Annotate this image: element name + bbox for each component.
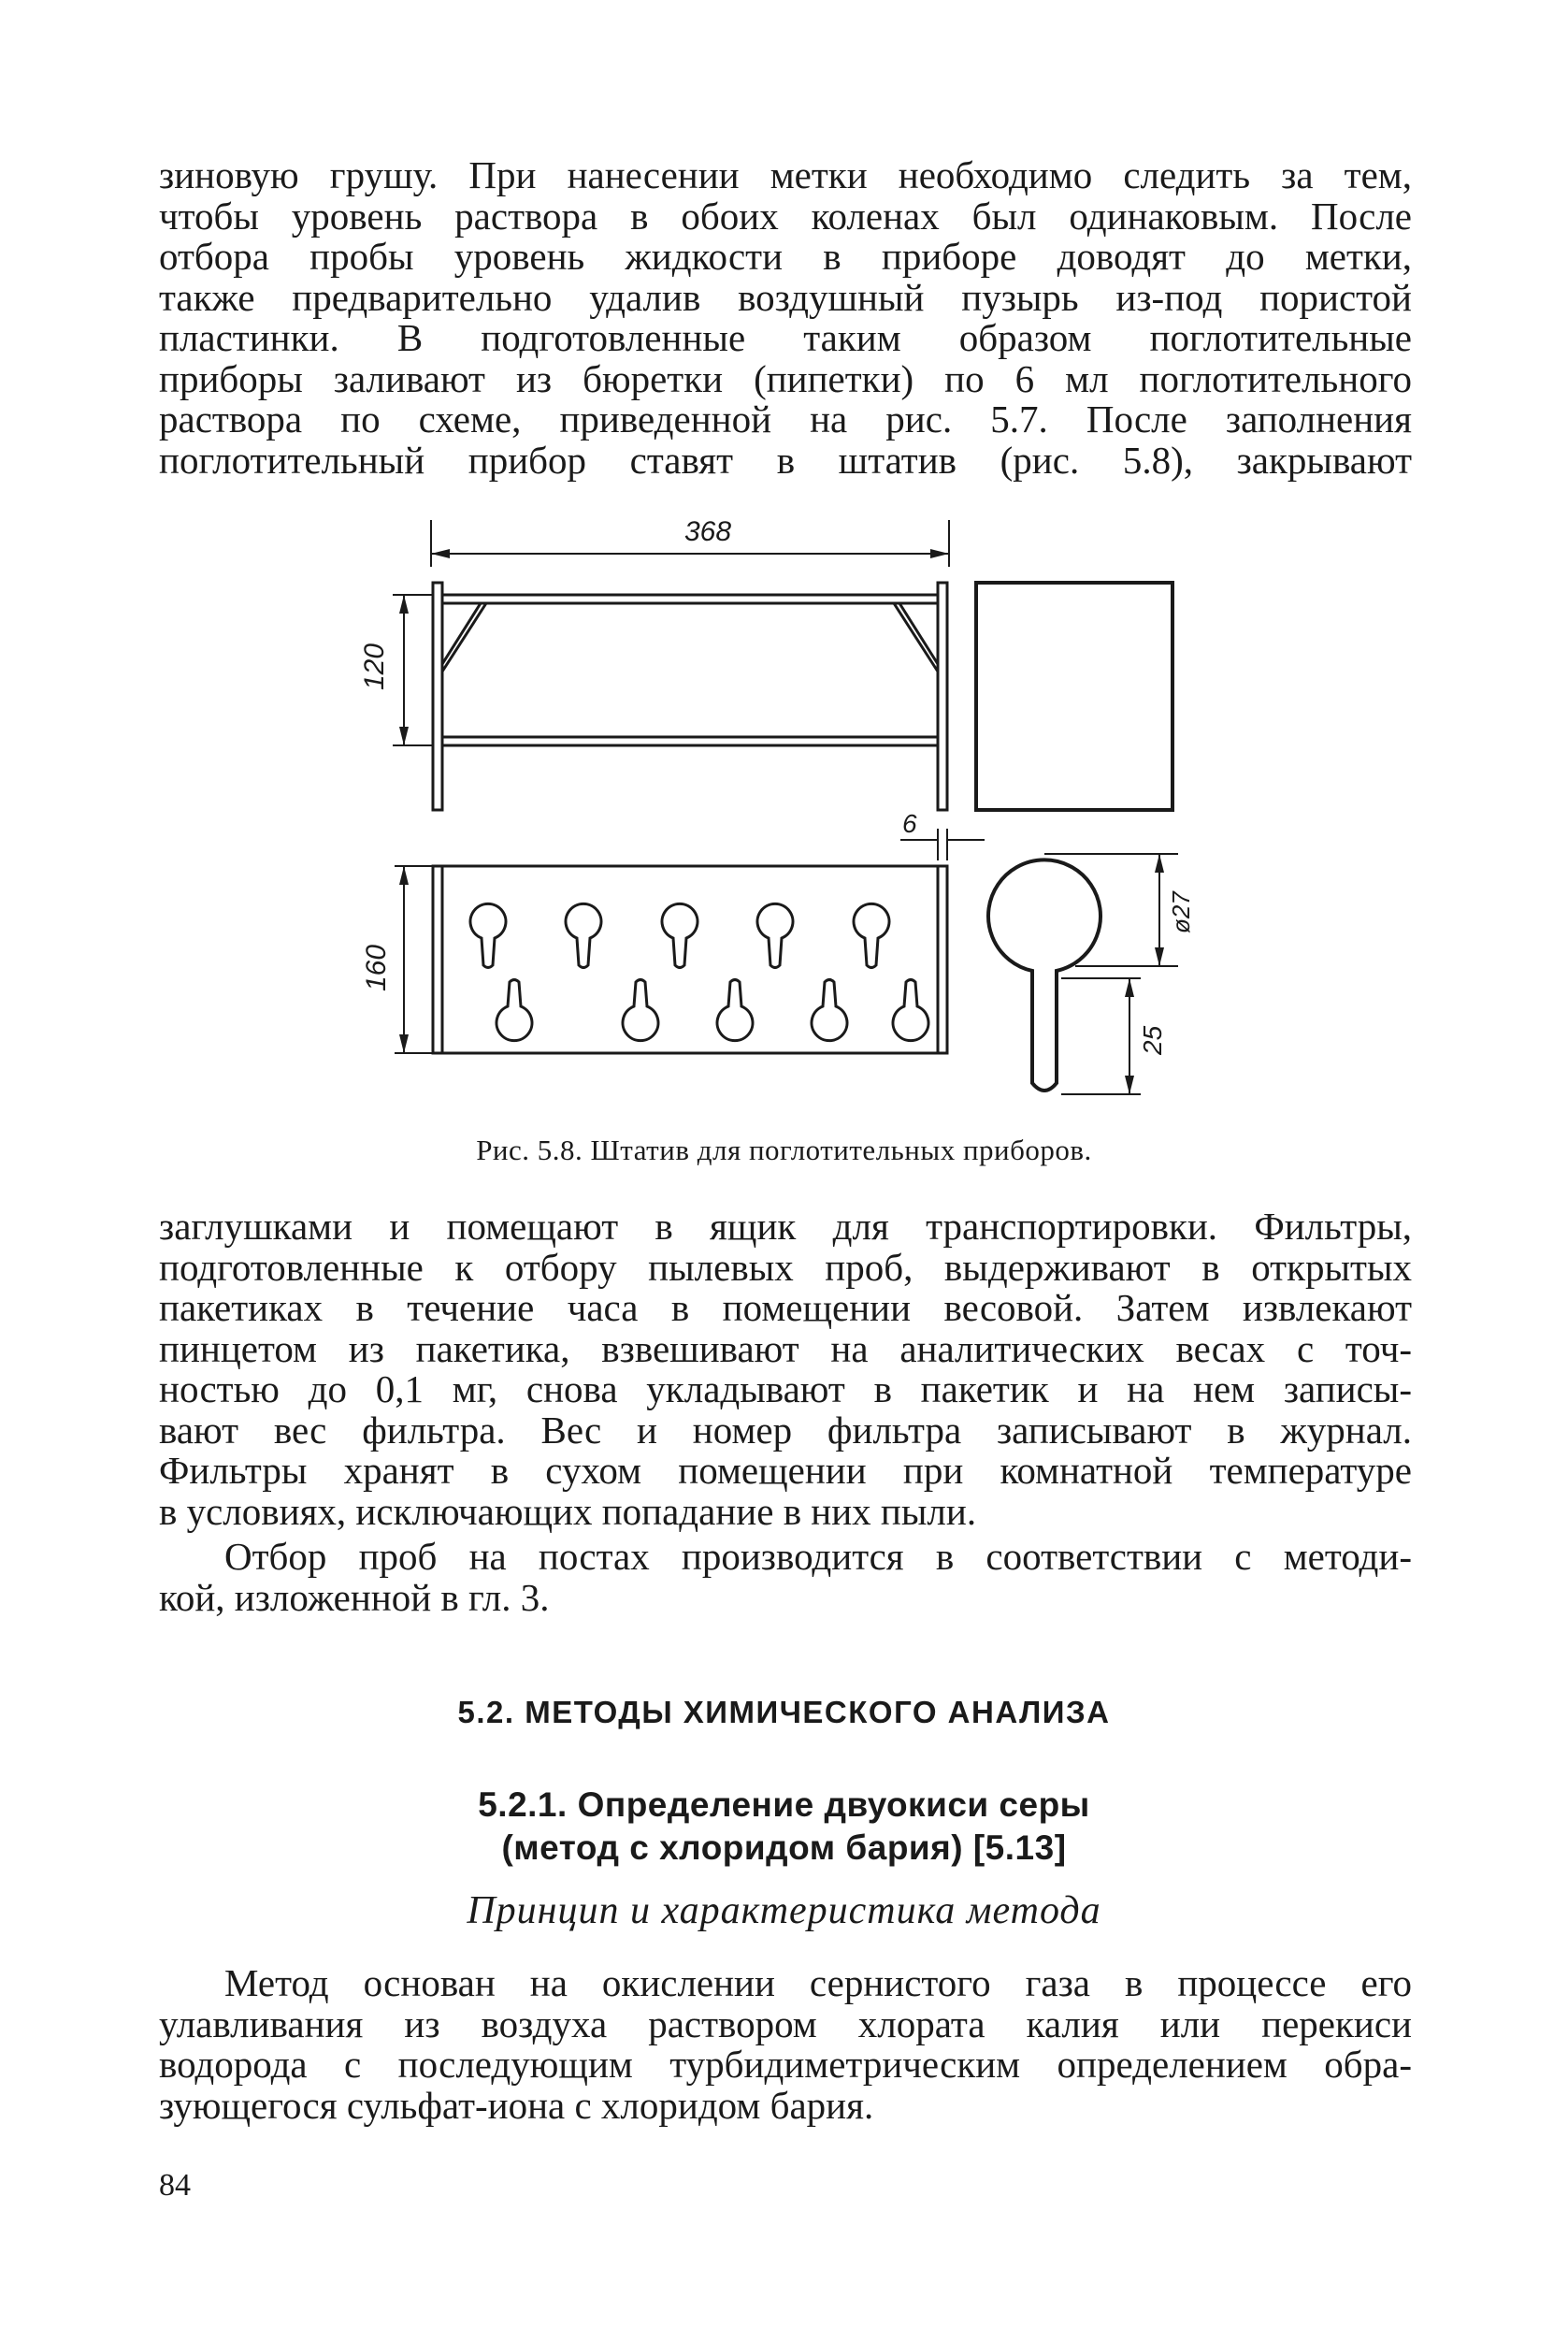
text-line: кой, изложенной в гл. 3. — [159, 1575, 550, 1619]
text-line: вают вес фильтра. Вес и номер фильтра записывают в журнал. — [159, 1408, 1412, 1452]
paragraph-after-figure — [159, 1207, 1412, 1532]
text-line: ностью до 0,1 мг, снова укладывают в пакетик и на нем записы- — [159, 1367, 1412, 1410]
text-line: Отбор проб на постах производится в соответствии с методи- — [224, 1535, 1412, 1578]
dimension-6-label: 6 — [902, 809, 917, 838]
subsection-title-line1: 5.2.1. Определение двуокиси серы — [478, 1785, 1090, 1824]
subsection-title-line2: (метод с хлоридом бария) [5.13] — [501, 1828, 1067, 1867]
text-line: водорода с последующим турбидиметрическим определением обра- — [159, 2043, 1412, 2086]
text-line: пакетиках в течение часа в помещении весовой. Затем извлекают — [159, 1286, 1412, 1329]
dimension-368-label: 368 — [684, 516, 732, 547]
text-line: также предварительно удалив воздушный пузырь из-под пористой — [159, 275, 1412, 319]
text-line: улавливания из воздуха раствором хлората калия или перекиси — [159, 2001, 1412, 2045]
text-line: пинцетом из пакетика, взвешивают на аналитических весах с точ- — [159, 1326, 1412, 1370]
subsection-title — [0, 1784, 1568, 1870]
text-line: раствора по схеме, приведенной на рис. 5.7. После заполнения — [159, 397, 1412, 441]
text-line: заглушками и помещают в ящик для транспортировки. Фильтры, — [159, 1205, 1412, 1248]
figure-caption: Рис. 5.8. Штатив для поглотительных приборов. — [476, 1134, 1092, 1166]
text-line: пластинки. В подготовленные таким образом поглотительные — [159, 316, 1412, 359]
dimension-160-label: 160 — [361, 944, 392, 991]
text-line: зующегося сульфат-иона с хлоридом бария. — [159, 2083, 874, 2127]
figure-rack-drawing — [337, 513, 1206, 1130]
dimension-diameter-27-label: ø27 — [1167, 891, 1195, 933]
section-title: 5.2. МЕТОДЫ ХИМИЧЕСКОГО АНАЛИЗА — [457, 1695, 1111, 1729]
text-line: поглотительный прибор ставят в штатив (рис. 5.8), закрывают — [159, 438, 1412, 482]
dimension-25-label: 25 — [1138, 1025, 1167, 1055]
paragraph-method — [159, 1963, 1412, 2126]
text-line: Метод основан на окислении сернистого газа в процессе его — [224, 1961, 1412, 2004]
page-number: 84 — [159, 2168, 191, 2203]
paragraph-top — [159, 155, 1412, 481]
text-line: подготовленные к отбору пылевых проб, выдерживают в открытых — [159, 1245, 1412, 1289]
text-line: в условиях, исключающих попадание в них пыли. — [159, 1489, 977, 1533]
paragraph-sampling — [159, 1537, 1412, 1618]
text-line: отбора пробы уровень жидкости в приборе доводят до метки, — [159, 235, 1412, 278]
text-line: чтобы уровень раствора в обоих коленах был одинаковым. После — [159, 194, 1412, 238]
text-line: зиновую грушу. При нанесении метки необходимо следить за тем, — [159, 153, 1412, 196]
text-line: Фильтры хранят в сухом помещении при комнатной температуре — [159, 1449, 1412, 1492]
text-line: приборы заливают из бюретки (пипетки) по 6 мл поглотительного — [159, 356, 1412, 400]
dimension-120-label: 120 — [359, 643, 390, 690]
method-subheading: Принцип и характеристика метода — [467, 1889, 1101, 1932]
